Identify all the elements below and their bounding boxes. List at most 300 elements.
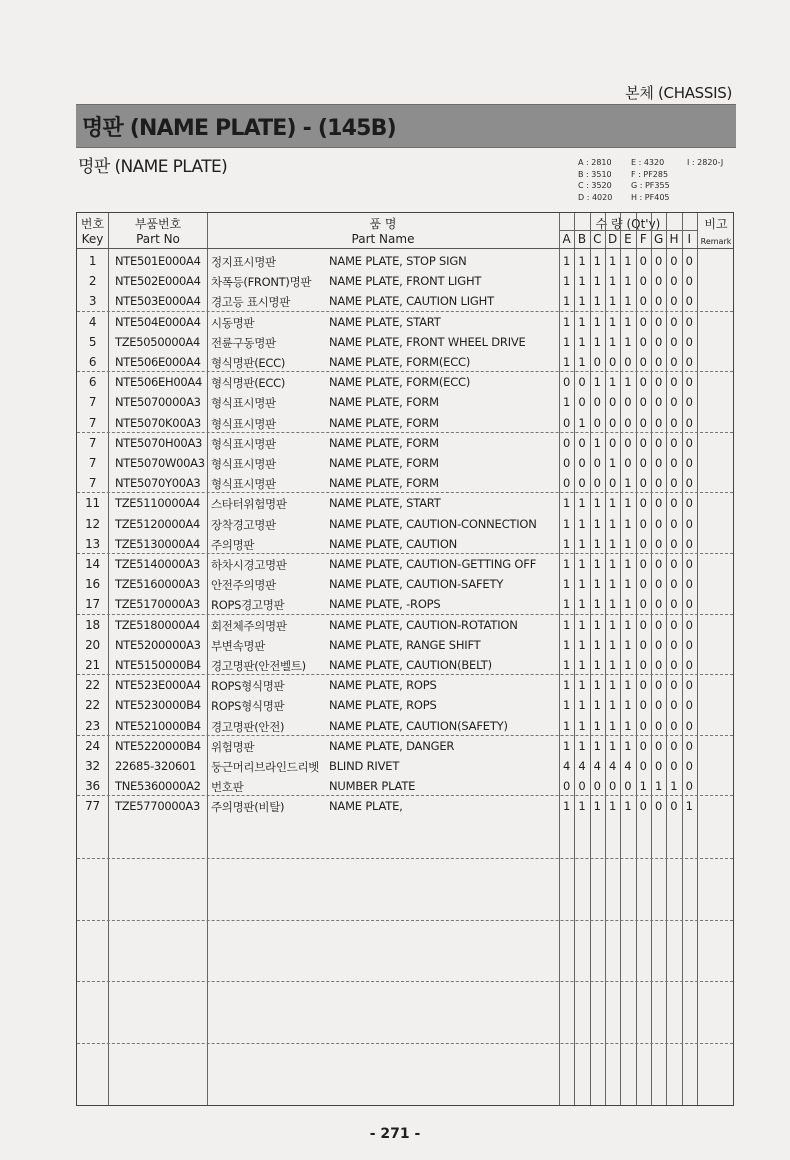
- table-row: [77, 392, 733, 412]
- qty-col-header: E: [624, 232, 632, 246]
- row-qty: 1: [608, 314, 616, 329]
- row-qty: 0: [578, 375, 586, 390]
- row-key: 12: [85, 516, 100, 531]
- row-key: 24: [85, 738, 100, 753]
- row-name-ko: ROPS형식명판: [211, 679, 285, 694]
- row-qty: 0: [654, 597, 662, 612]
- row-qty: 1: [562, 718, 571, 733]
- row-qty: 1: [578, 637, 586, 652]
- row-qty: 1: [578, 254, 586, 268]
- table-row: [77, 796, 733, 816]
- row-qty: 0: [670, 314, 678, 329]
- row-qty: 0: [685, 779, 693, 794]
- row-qty: 0: [578, 476, 586, 491]
- row-key: 7: [88, 415, 97, 430]
- row-key: 17: [85, 597, 100, 612]
- group-separator: [77, 795, 733, 796]
- row-qty: 1: [562, 658, 571, 672]
- table-row: [77, 473, 733, 493]
- row-qty: 1: [608, 516, 616, 531]
- row-qty: 1: [593, 536, 601, 551]
- row-qty: 0: [593, 476, 601, 491]
- row-part-no: NTE5070H00A3: [115, 435, 203, 450]
- row-qty: 0: [593, 456, 601, 470]
- row-part-no: TZE5160000A3: [115, 577, 200, 592]
- row-qty: 0: [654, 637, 662, 652]
- row-key: 36: [85, 779, 100, 794]
- row-qty: 0: [685, 577, 693, 592]
- row-qty: 1: [593, 597, 601, 612]
- row-qty: 1: [578, 294, 586, 309]
- row-qty: 0: [593, 395, 601, 410]
- row-name-ko: 둥근머리브라인드리벳: [211, 760, 320, 774]
- row-qty: 0: [624, 355, 632, 369]
- row-name-ko: 형식표시명판: [211, 457, 276, 471]
- row-name-en: NAME PLATE, FRONT WHEEL DRIVE: [329, 334, 526, 349]
- row-qty: 0: [670, 759, 678, 773]
- row-name-ko: 주의명판(비탈): [211, 800, 285, 815]
- row-qty: 0: [593, 415, 601, 430]
- row-qty: 0: [685, 759, 693, 773]
- row-qty: 1: [593, 557, 601, 571]
- row-qty: 1: [562, 678, 571, 693]
- table-row: [77, 776, 733, 796]
- row-name-ko: 형식표시명판: [211, 396, 276, 411]
- row-qty: 1: [593, 577, 601, 592]
- row-qty: 0: [670, 536, 678, 551]
- row-qty: 0: [685, 496, 693, 511]
- row-qty: 1: [608, 738, 616, 753]
- row-qty: 0: [654, 617, 662, 632]
- row-key: 7: [88, 476, 97, 491]
- row-qty: 0: [685, 314, 693, 329]
- legend-item: D : 4020: [578, 192, 613, 202]
- row-qty: 0: [608, 415, 616, 430]
- row-qty: 1: [608, 678, 616, 693]
- row-qty: 1: [624, 738, 632, 753]
- row-qty: 0: [624, 435, 632, 450]
- row-qty: 0: [685, 617, 693, 632]
- row-qty: 1: [562, 496, 571, 511]
- row-qty: 1: [562, 698, 571, 713]
- row-qty: 1: [608, 718, 616, 733]
- row-qty: 0: [654, 577, 662, 592]
- table-row: [77, 352, 733, 372]
- row-qty: 0: [670, 415, 678, 430]
- row-qty: 4: [624, 759, 632, 773]
- row-qty: 1: [608, 375, 616, 390]
- row-part-no: NTE5220000B4: [115, 738, 201, 753]
- page-title: 명판 (NAME PLATE) - (145B): [82, 116, 396, 141]
- row-qty: 0: [685, 254, 693, 268]
- row-qty: 1: [608, 334, 616, 349]
- row-qty: 1: [578, 355, 586, 369]
- row-qty: 1: [593, 274, 601, 289]
- row-qty: 0: [670, 254, 678, 268]
- row-qty: 0: [639, 314, 647, 329]
- row-qty: 1: [654, 779, 662, 794]
- row-qty: 0: [654, 355, 662, 369]
- row-key: 22: [85, 678, 100, 693]
- row-part-no: TZE5050000A4: [115, 334, 200, 349]
- row-qty: 1: [593, 718, 601, 733]
- row-qty: 1: [593, 314, 601, 329]
- row-qty: 0: [608, 779, 616, 794]
- row-qty: 0: [685, 476, 693, 491]
- group-separator: [77, 858, 733, 859]
- row-qty: 0: [685, 557, 693, 571]
- row-qty: 1: [624, 557, 632, 571]
- row-name-ko: 형식명판(ECC): [211, 376, 286, 391]
- table-row: [77, 594, 733, 614]
- row-name-en: NAME PLATE, CAUTION: [329, 536, 458, 551]
- row-name-ko: 스타터위험명판: [211, 497, 287, 512]
- row-qty: 0: [639, 274, 647, 289]
- row-name-ko: 부변속명판: [211, 638, 266, 653]
- row-qty: 1: [624, 678, 632, 693]
- row-qty: 1: [624, 476, 632, 491]
- row-qty: 0: [654, 718, 662, 733]
- row-qty: 0: [639, 456, 647, 470]
- row-name-en: NAME PLATE, ROPS: [329, 678, 437, 693]
- row-qty: 1: [608, 254, 616, 268]
- table-row: [77, 655, 733, 675]
- row-qty: 0: [624, 395, 632, 410]
- row-qty: 1: [624, 254, 632, 268]
- table-row: [77, 372, 733, 392]
- row-qty: 0: [639, 415, 647, 430]
- group-separator: [77, 674, 733, 675]
- row-qty: 0: [639, 718, 647, 733]
- qty-col-header: A: [562, 232, 571, 246]
- row-qty: 1: [562, 557, 571, 571]
- row-qty: 1: [608, 294, 616, 309]
- row-name-en: NUMBER PLATE: [329, 779, 416, 794]
- row-qty: 1: [593, 678, 601, 693]
- row-qty: 0: [654, 557, 662, 571]
- row-name-ko: 전륜구동명판: [211, 335, 276, 350]
- row-qty: 0: [670, 496, 678, 511]
- header-partno-ko: 부품번호: [134, 217, 182, 231]
- row-qty: 0: [639, 577, 647, 592]
- row-name-en: NAME PLATE,: [329, 799, 403, 814]
- row-name-ko: 위험명판: [211, 739, 255, 754]
- row-qty: 0: [654, 799, 662, 814]
- row-part-no: TZE5180000A4: [115, 617, 200, 632]
- row-qty: 1: [608, 799, 616, 814]
- row-qty: 1: [608, 597, 616, 612]
- row-qty: 0: [685, 597, 693, 612]
- table-row: [77, 413, 733, 433]
- table-row: [77, 332, 733, 352]
- row-name-ko: 하차시경고명판: [211, 558, 287, 572]
- group-separator: [77, 735, 733, 736]
- row-part-no: TZE5770000A3: [115, 799, 200, 814]
- table-row: [77, 271, 733, 291]
- row-part-no: TZE5170000A3: [115, 597, 200, 612]
- row-qty: 1: [578, 274, 586, 289]
- row-qty: 0: [654, 456, 662, 470]
- row-qty: 1: [593, 516, 601, 531]
- row-key: 6: [88, 375, 97, 390]
- header-remark-ko: 비고: [704, 217, 728, 231]
- row-qty: 0: [654, 254, 662, 268]
- row-qty: 1: [608, 456, 616, 470]
- row-qty: 0: [670, 617, 678, 632]
- row-qty: 0: [593, 355, 601, 369]
- row-qty: 0: [624, 415, 632, 430]
- header-key-ko: 번호: [80, 217, 105, 231]
- row-qty: 0: [685, 415, 693, 430]
- row-name-ko: 정지표시명판: [211, 255, 276, 269]
- row-qty: 0: [654, 435, 662, 450]
- row-name-en: NAME PLATE, STOP SIGN: [329, 254, 467, 268]
- row-qty: 1: [608, 536, 616, 551]
- row-key: 2: [88, 274, 97, 289]
- row-qty: 1: [562, 799, 571, 814]
- row-qty: 1: [593, 799, 601, 814]
- row-qty: 1: [593, 738, 601, 753]
- row-qty: 0: [654, 738, 662, 753]
- row-name-en: NAME PLATE, FRONT LIGHT: [329, 274, 482, 289]
- row-part-no: TNE5360000A2: [115, 779, 201, 794]
- table-row: [77, 453, 733, 473]
- row-qty: 1: [624, 799, 632, 814]
- qty-header-divider: [559, 230, 697, 231]
- row-name-en: NAME PLATE, -ROPS: [329, 597, 441, 612]
- row-qty: 1: [593, 435, 601, 450]
- row-qty: 0: [685, 334, 693, 349]
- row-qty: 1: [593, 637, 601, 652]
- row-qty: 0: [578, 395, 586, 410]
- row-name-ko: 형식표시명판: [211, 436, 276, 451]
- row-qty: 0: [639, 597, 647, 612]
- subtitle: 명판 (NAME PLATE): [78, 157, 228, 177]
- row-name-en: NAME PLATE, CAUTION(SAFETY): [329, 718, 508, 733]
- qty-col-header: G: [653, 232, 664, 246]
- row-part-no: TZE5110000A4: [115, 496, 200, 511]
- table-row: [77, 675, 733, 695]
- row-qty: 0: [670, 395, 678, 410]
- row-key: 13: [85, 536, 100, 551]
- table-row: [77, 291, 733, 311]
- row-name-ko: 형식표시명판: [211, 416, 276, 431]
- row-qty: 1: [624, 617, 632, 632]
- row-qty: 1: [624, 718, 632, 733]
- legend-item: C : 3520: [578, 181, 612, 190]
- row-qty: 4: [578, 759, 586, 773]
- row-name-en: NAME PLATE, FORM(ECC): [329, 375, 471, 390]
- row-qty: 0: [654, 476, 662, 491]
- qty-col-header: H: [669, 232, 679, 246]
- header-divider: [77, 248, 733, 249]
- row-name-en: NAME PLATE, DANGER: [329, 738, 455, 753]
- row-qty: 0: [685, 738, 693, 753]
- row-qty: 0: [670, 678, 678, 693]
- group-separator: [77, 311, 733, 312]
- row-qty: 0: [654, 415, 662, 430]
- row-qty: 1: [608, 274, 616, 289]
- row-qty: 1: [608, 637, 616, 652]
- row-name-en: NAME PLATE, FORM: [329, 435, 439, 450]
- row-key: 77: [85, 799, 100, 814]
- row-name-ko: 경고명판(안전벨트): [211, 659, 306, 673]
- group-separator: [77, 432, 733, 433]
- row-name-en: NAME PLATE, FORM: [329, 395, 439, 410]
- row-qty: 0: [639, 698, 647, 713]
- row-qty: 1: [562, 314, 571, 329]
- row-qty: 1: [562, 516, 571, 531]
- table-row: [77, 514, 733, 534]
- header-name-en: Part Name: [351, 232, 415, 246]
- qty-col-header: I: [687, 232, 692, 246]
- row-part-no: NTE5230000B4: [115, 698, 201, 713]
- row-qty: 0: [639, 678, 647, 693]
- header-key-en: Key: [81, 232, 104, 246]
- row-qty: 1: [593, 254, 601, 268]
- row-key: 7: [88, 395, 97, 410]
- row-qty: 1: [562, 395, 571, 410]
- row-qty: 0: [639, 334, 647, 349]
- table-row: [77, 756, 733, 776]
- row-qty: 0: [639, 536, 647, 551]
- row-qty: 1: [593, 698, 601, 713]
- row-qty: 1: [685, 799, 693, 814]
- row-name-en: NAME PLATE, CAUTION LIGHT: [329, 294, 494, 309]
- row-qty: 4: [562, 759, 571, 773]
- row-qty: 0: [654, 274, 662, 289]
- row-qty: 0: [654, 314, 662, 329]
- row-name-en: BLIND RIVET: [329, 759, 400, 773]
- row-part-no: NTE5070K00A3: [115, 415, 201, 430]
- table-row: [77, 615, 733, 635]
- row-key: 32: [85, 759, 100, 773]
- row-qty: 0: [608, 476, 616, 491]
- row-name-ko: 번호판: [211, 780, 244, 795]
- row-qty: 0: [562, 375, 571, 390]
- row-qty: 1: [578, 516, 586, 531]
- row-qty: 0: [578, 435, 586, 450]
- row-qty: 0: [654, 294, 662, 309]
- table-row: [77, 736, 733, 756]
- row-qty: 0: [608, 395, 616, 410]
- legend-item: G : PF355: [631, 181, 670, 190]
- row-qty: 0: [670, 698, 678, 713]
- row-qty: 1: [578, 597, 586, 612]
- row-part-no: NTE502E000A4: [115, 274, 201, 289]
- row-qty: 1: [562, 334, 571, 349]
- row-qty: 1: [624, 274, 632, 289]
- row-qty: 0: [685, 274, 693, 289]
- row-qty: 1: [578, 536, 586, 551]
- row-name-en: NAME PLATE, START: [329, 496, 441, 511]
- row-name-ko: 경고명판(안전): [211, 719, 285, 734]
- row-key: 3: [88, 294, 97, 309]
- row-qty: 1: [608, 496, 616, 511]
- row-qty: 0: [578, 779, 586, 794]
- row-qty: 0: [639, 557, 647, 571]
- row-qty: 1: [624, 536, 632, 551]
- row-qty: 0: [670, 375, 678, 390]
- row-qty: 1: [578, 577, 586, 592]
- row-key: 21: [85, 658, 100, 672]
- qty-col-header: D: [608, 232, 618, 246]
- group-separator: [77, 371, 733, 372]
- row-qty: 1: [624, 294, 632, 309]
- row-qty: 0: [685, 375, 693, 390]
- row-qty: 1: [562, 536, 571, 551]
- row-qty: 0: [670, 799, 678, 814]
- row-qty: 1: [578, 698, 586, 713]
- row-name-ko: 형식표시명판: [211, 477, 276, 492]
- legend-item: I : 2820-J: [687, 158, 724, 167]
- row-qty: 0: [639, 516, 647, 531]
- row-key: 23: [85, 718, 100, 733]
- row-qty: 1: [562, 274, 571, 289]
- row-qty: 0: [685, 678, 693, 693]
- row-qty: 1: [670, 779, 678, 794]
- row-name-en: NAME PLATE, CAUTION-GETTING OFF: [329, 557, 537, 571]
- row-key: 14: [85, 557, 100, 571]
- row-name-en: NAME PLATE, CAUTION-SAFETY: [329, 577, 504, 592]
- row-qty: 0: [654, 658, 662, 672]
- row-qty: 1: [624, 637, 632, 652]
- row-name-en: NAME PLATE, FORM(ECC): [329, 355, 471, 369]
- row-key: 7: [88, 435, 97, 450]
- table-row: [77, 433, 733, 453]
- row-qty: 1: [578, 738, 586, 753]
- row-qty: 1: [562, 577, 571, 592]
- row-name-en: NAME PLATE, START: [329, 314, 441, 329]
- row-qty: 1: [624, 334, 632, 349]
- row-key: 6: [88, 355, 97, 369]
- header-partno-en: Part No: [136, 232, 180, 246]
- row-name-en: NAME PLATE, FORM: [329, 476, 439, 491]
- row-qty: 0: [639, 355, 647, 369]
- row-qty: 0: [562, 415, 571, 430]
- row-qty: 0: [670, 334, 678, 349]
- row-name-ko: ROPS형식명판: [211, 699, 285, 714]
- table-row: [77, 312, 733, 332]
- row-qty: 0: [670, 658, 678, 672]
- row-qty: 0: [670, 577, 678, 592]
- row-qty: 1: [578, 617, 586, 632]
- row-qty: 0: [608, 435, 616, 450]
- row-qty: 0: [624, 779, 632, 794]
- row-qty: 0: [654, 678, 662, 693]
- row-part-no: TZE5120000A4: [115, 516, 200, 531]
- table-row: [77, 251, 733, 271]
- row-qty: 0: [670, 637, 678, 652]
- row-name-ko: 차폭등(FRONT)명판: [211, 275, 312, 290]
- table-row: [77, 574, 733, 594]
- row-qty: 1: [593, 334, 601, 349]
- model-legend-col2: [631, 157, 670, 203]
- row-name-en: NAME PLATE, CAUTION(BELT): [329, 658, 492, 672]
- row-qty: 0: [670, 476, 678, 491]
- table-row: [77, 635, 733, 655]
- qty-col-header: C: [593, 232, 602, 246]
- row-part-no: NTE5070000A3: [115, 395, 201, 410]
- row-qty: 0: [639, 637, 647, 652]
- row-qty: 0: [593, 779, 601, 794]
- table-row: [77, 695, 733, 715]
- row-qty: 1: [624, 597, 632, 612]
- header-name-ko: 품 명: [369, 217, 397, 231]
- row-qty: 4: [608, 759, 616, 773]
- row-qty: 0: [670, 274, 678, 289]
- row-name-en: NAME PLATE, FORM: [329, 415, 439, 430]
